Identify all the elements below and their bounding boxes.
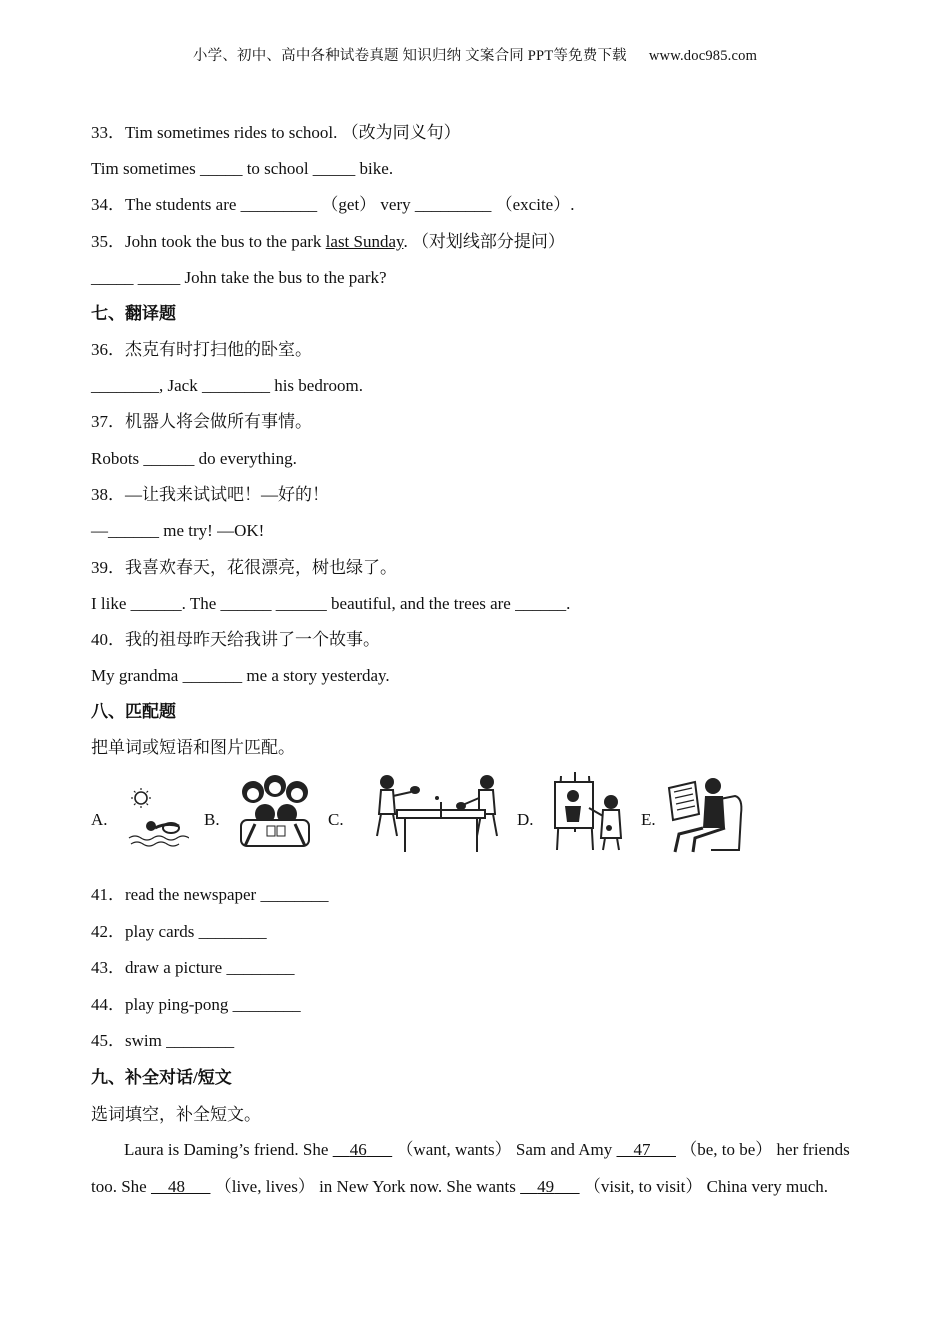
q35-underlined: last Sunday [325, 232, 404, 251]
q36-answer: ________, Jack ________ his bedroom. [91, 376, 363, 395]
q39-answer: I like ______. The ______ ______ beautiful, and the trees are ______. [91, 594, 571, 613]
match-41: 41．read the newspaper ________ [91, 885, 329, 904]
blank-48-number: 48 [167, 1177, 185, 1196]
picture-label-b: B. [204, 810, 220, 829]
match-44: 44．play ping-pong ________ [91, 995, 301, 1014]
q36-prompt: 36．杰克有时打扫他的卧室。 [91, 340, 312, 359]
section-9-title: 九、补全对话/短文 [91, 1068, 232, 1087]
passage-part-2: （want, wants） Sam and Amy [392, 1140, 617, 1159]
blank-47-number: 47 [633, 1140, 651, 1159]
passage-part-1: Laura is Daming’s friend. She [124, 1140, 333, 1159]
q40-answer: My grandma _______ me a story yesterday. [91, 666, 390, 685]
match-42: 42．play cards ________ [91, 922, 267, 941]
picture-label-e: E. [641, 810, 656, 829]
section-8-instruction: 把单词或短语和图片匹配。 [91, 738, 295, 757]
q37-prompt: 37．机器人将会做所有事情。 [91, 412, 312, 431]
matching-pictures [91, 772, 791, 856]
header-text: 小学、初中、高中各种试卷真题 知识归纳 文案合同 PPT等免费下载 [192, 48, 627, 64]
picture-label-c: C. [328, 810, 344, 829]
drawing-picture [549, 772, 631, 852]
passage-part-3: （be, to be） her friends too. She [91, 1140, 850, 1196]
q33-answer: Tim sometimes _____ to school _____ bike. [91, 159, 394, 178]
ping-pong-picture [371, 772, 507, 854]
blank-47[interactable] [616, 1140, 676, 1159]
passage-part-4: （live, lives） in New York now. She wants [210, 1177, 521, 1196]
picture-label-d: D. [517, 810, 534, 829]
blank-48[interactable] [151, 1177, 211, 1196]
q38-prompt: 38．—让我来试试吧！—好的！ [91, 485, 329, 504]
q35-answer: _____ _____ John take the bus to the park? [91, 268, 387, 287]
q35-pre: 35．John took the bus to the park [91, 232, 326, 251]
q35-prompt [91, 231, 565, 253]
passage-part-5: （visit, to visit） China very much. [579, 1177, 828, 1196]
page-header [0, 44, 950, 65]
reading-newspaper-picture [665, 774, 745, 854]
picture-label-a: A. [91, 810, 108, 829]
match-45: 45．swim ________ [91, 1031, 235, 1050]
section-9-instruction: 选词填空，补全短文。 [91, 1105, 261, 1124]
q39-prompt: 39．我喜欢春天，花很漂亮，树也绿了。 [91, 558, 397, 577]
q38-answer: —______ me try! —OK! [91, 521, 265, 540]
q40-prompt: 40．我的祖母昨天给我讲了一个故事。 [91, 630, 380, 649]
match-43: 43．draw a picture ________ [91, 958, 295, 977]
section-8-title: 八、匹配题 [91, 702, 176, 721]
blank-49[interactable] [520, 1177, 580, 1196]
playing-cards-picture [235, 774, 315, 852]
q34-text: 34．The students are _________ （get） very _________ （excite）. [91, 195, 575, 214]
section-7-title: 七、翻译题 [91, 304, 176, 323]
q33-prompt: 33．Tim sometimes rides to school. （改为同义句） [91, 123, 461, 142]
blank-46-number: 46 [349, 1140, 367, 1159]
passage [91, 1131, 861, 1205]
header-url[interactable]: www.doc985.com [648, 48, 758, 64]
q35-post: . （对划线部分提问） [403, 232, 565, 251]
swimming-picture [127, 786, 189, 848]
blank-46[interactable] [333, 1140, 393, 1159]
q37-answer: Robots ______ do everything. [91, 449, 297, 468]
blank-49-number: 49 [537, 1177, 555, 1196]
